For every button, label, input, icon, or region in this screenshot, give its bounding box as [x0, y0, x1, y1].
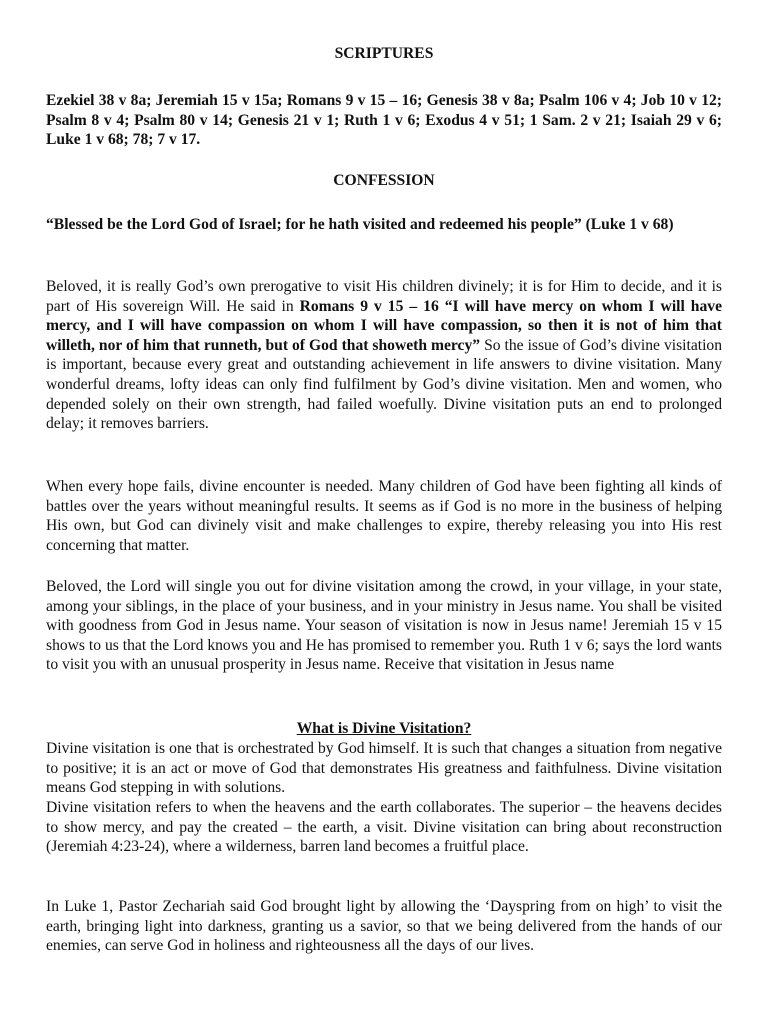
what-is-divine-visitation-heading: What is Divine Visitation? [296, 720, 472, 737]
scriptures-heading: SCRIPTURES [334, 45, 434, 62]
paragraph-single-out: Beloved, the Lord will single you out for divine visitation among the crowd, in your village, in your state, among your siblings, in the place of your business, and in your ministry in Jesus name. You shall be visited with goodness from God in Jesus name. Your season of visitation is now in Jesus name! Jeremiah 15 v 15 shows to us that the Lord knows you and He has promised to remember you. Ruth 1 v 6; says the lord wants to visit you with an unusual prosperity in Jesus name. Receive that visitation in Jesus name [46, 578, 722, 674]
paragraph-definition: Divine visitation is one that is orchestrated by God himself. It is such that changes a situation from negative to positive; it is an act or move of God that demonstrates His greatness and faithfulness. Divine visitation means God stepping in with solutions. [46, 740, 722, 797]
scripture-references: Ezekiel 38 v 8a; Jeremiah 15 v 15a; Romans 9 v 15 – 16; Genesis 38 v 8a; Psalm 106 v 4; Job 10 v 12; Psalm 8 v 4; Psalm 80 v 14; Genesis 21 v 1; Ruth 1 v 6; Exodus 4 v 51; 1 Sam. 2 v 21; Isaiah 29 v 6; Luke 1 v 68; 78; 7 v 17. [46, 92, 722, 149]
confession-text: “Blessed be the Lord God of Israel; for he hath visited and redeemed his people” (Luke 1 v 68) [46, 216, 674, 233]
paragraph-prerogative-intro: Beloved, it is really God’s own prerogative to visit His children divinely; it is for Him to decide, and it is part of His sovereign Will. He said in [46, 278, 722, 315]
paragraph-hope-fails: When every hope fails, divine encounter is needed. Many children of God have been fighting all kinds of battles over the years without meaningful results. It seems as if God is no more in the business of helping His own, but God can divinely visit and make challenges to expire, thereby releasing you into His rest concerning that matter. [46, 478, 722, 554]
paragraph-luke-1: In Luke 1, Pastor Zechariah said God brought light by allowing the ‘Dayspring from on high’ to visit the earth, bringing light into darkness, granting us a savior, so that we being delivered from the hands of our enemies, can serve God in holiness and righteousness all the days of our lives. [46, 898, 722, 955]
paragraph-heavens-earth: Divine visitation refers to when the heavens and the earth collaborates. The superior – the heavens decides to show mercy, and pay the created – the earth, a visit. Divine visitation can bring about reconstruction (Jeremiah 4:23-24), where a wilderness, barren land becomes a fruitful place. [46, 799, 722, 856]
paragraph-prerogative [46, 277, 722, 434]
paragraph-prerogative-rest: So the issue of God’s divine visitation is important, because every great and outstanding achievement in life answers to divine visitation. Many wonderful dreams, lofty ideas can only find fulfilment by God’s divine visitation. Men and women, who depended solely on their own strength, had failed woefully. Divine visitation puts an end to prolonged delay; it removes barriers. [46, 336, 723, 433]
romans-quote: Romans 9 v 15 – 16 “I will have mercy on whom I will have mercy, and I will have compassion on whom I will have compassion, so then it is not of him that willeth, nor of him that runneth, but of God that showeth mercy” [46, 297, 722, 354]
confession-heading: CONFESSION [333, 172, 435, 189]
